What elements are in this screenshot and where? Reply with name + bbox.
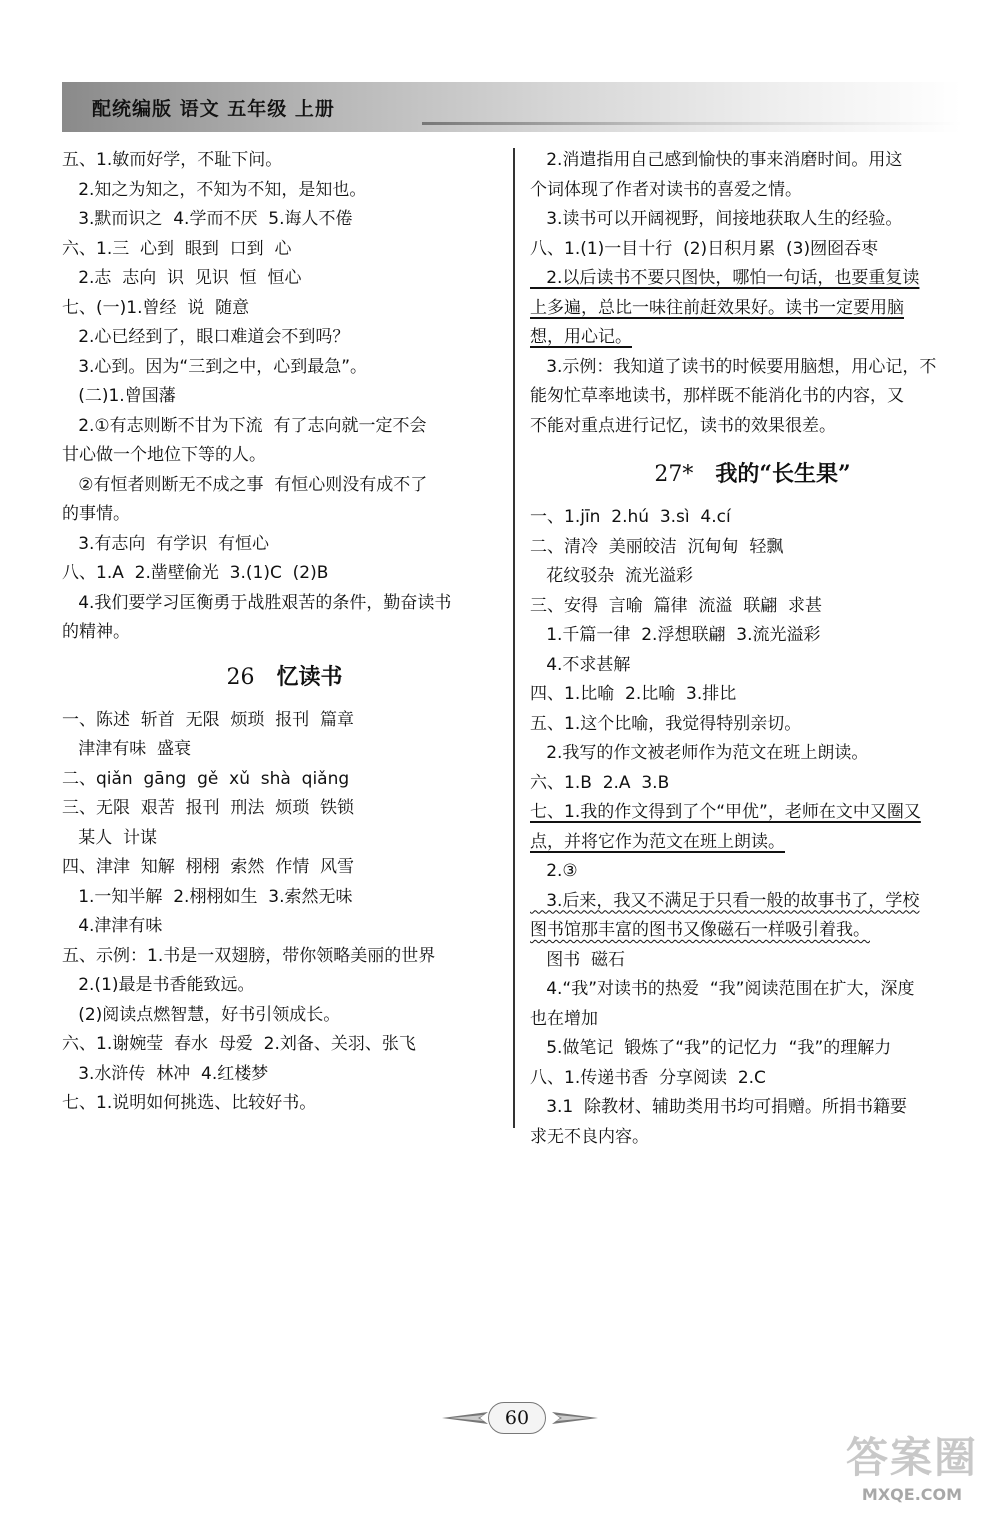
answer-line: 的精神。 [62, 622, 130, 642]
answer-line: (二)1.曾国藩 [62, 386, 176, 406]
answer-line: 2.知之为知之，不知为不知，是知也。 [62, 179, 367, 200]
answer-line: 3.读书可以开阔视野，间接地获取人生的经验。 [530, 209, 903, 229]
answer-line: 八、1.(1)一目十行 (2)日积月累 (3)囫囵吞枣 [530, 238, 879, 259]
answer-line: 六、1.B 2.A 3.B [530, 772, 670, 793]
answer-line: (2)阅读点燃智慧，好书引领成长。 [62, 1004, 341, 1025]
wavy-underlined-answer-line: 3.后来，我又不满足于只看一般的故事书了，学校 [530, 890, 920, 911]
answer-line: 津津有味 盛衰 [62, 739, 192, 759]
answer-line: 的事情。 [62, 504, 130, 524]
answer-line: ②有恒者则断无不成之事 有恒心则没有成不了 [62, 474, 428, 495]
answer-line: 2.(1)最是书香能致远。 [62, 975, 255, 995]
watermark-text: 答案圈 [845, 1433, 978, 1482]
answer-line: 六、1.三 心到 眼到 口到 心 [62, 238, 292, 259]
answer-line: 花纹驳杂 流光溢彩 [530, 566, 694, 586]
page-number-badge [440, 1400, 610, 1436]
answer-line: 不能对重点进行记忆，读书的效果很差。 [530, 415, 836, 436]
answer-line: 4.我们要学习匡衡勇于战胜艰苦的条件，勤奋读书 [62, 592, 452, 613]
lesson-title: 忆读书 [276, 663, 343, 690]
answer-line: 2.我写的作文被老师作为范文在班上朗读。 [530, 743, 869, 763]
lesson-number: 27* [654, 462, 694, 487]
answer-line: 2.志 志向 识 见识 恒 恒心 [62, 268, 302, 288]
answer-line: 一、1.jīn 2.hú 3.sì 4.cí [530, 507, 731, 527]
answer-line: 七、1.说明如何挑选、比较好书。 [62, 1093, 317, 1113]
answer-line: 四、1.比喻 2.比喻 3.排比 [530, 684, 737, 704]
answer-line: 4.津津有味 [62, 916, 163, 936]
answer-line: 求无不良内容。 [530, 1126, 649, 1147]
answer-line: 3.有志向 有学识 有恒心 [62, 533, 270, 554]
answer-line: 图书 磁石 [530, 949, 626, 970]
answer-line: 能匆忙草率地读书，那样既不能消化书的内容，又 [530, 386, 904, 406]
answer-line: 2.心已经到了，眼口难道会不到吗？ [62, 327, 350, 347]
answer-line: 3.水浒传 林冲 4.红楼梦 [62, 1063, 269, 1084]
underlined-answer-line: 上多遍，总比一味往前赶效果好。读书一定要用脑 [530, 297, 904, 318]
right-wing-ornament-icon [548, 1410, 600, 1426]
answer-line: 3.1 除教材、辅助类用书均可捐赠。所捐书籍要 [530, 1097, 908, 1117]
answer-line: 4.“我”对读书的热爱 “我”阅读范围在扩大，深度 [530, 979, 915, 999]
underlined-answer-line: 2.以后读书不要只图快，哪怕一句话，也要重复读 [530, 268, 920, 288]
wavy-underlined-answer-line: 图书馆那丰富的图书又像磁石一样吸引着我。 [530, 920, 870, 940]
answer-line: 3.心到。因为“三到之中，心到最急”。 [62, 356, 368, 377]
answer-line: 五、1.敏而好学，不耻下问。 [62, 150, 283, 170]
answer-line: 个词体现了作者对读书的喜爱之情。 [530, 179, 802, 200]
answer-line: 三、无限 艰苦 报刊 刑法 烦琐 铁锁 [62, 798, 355, 818]
left-wing-ornament-icon [440, 1410, 490, 1426]
answer-line: 2.③ [530, 861, 578, 881]
watermark-url: MXQE.COM [861, 1485, 963, 1504]
underlined-answer-line: 点，并将它作为范文在班上朗读。 [530, 831, 785, 852]
header-rule [422, 122, 962, 125]
lesson-26-title [62, 648, 507, 706]
answer-line: 1.一知半解 2.栩栩如生 3.索然无味 [62, 886, 353, 907]
answer-line: 七、(一)1.曾经 说 随意 [62, 297, 250, 318]
lesson-27-title [530, 445, 975, 503]
answer-line: 2.①有志则断不甘为下流 有了志向就一定不会 [62, 415, 427, 436]
left-column [62, 146, 507, 1119]
answer-line: 八、1.传递书香 分享阅读 2.C [530, 1067, 766, 1088]
answer-line: 某人 计谋 [62, 827, 158, 848]
answer-line: 3.示例：我知道了读书的时候要用脑想，用心记，不 [530, 356, 937, 377]
answer-line: 五、示例：1.书是一双翅膀，带你领略美丽的世界 [62, 945, 436, 966]
answer-line: 二、qiǎn gāng gě xǔ shà qiǎng [62, 768, 350, 789]
answer-line: 3.默而识之 4.学而不厌 5.诲人不倦 [62, 209, 353, 229]
answer-line: 4.不求甚解 [530, 654, 631, 675]
answer-line: 八、1.A 2.凿壁偷光 3.(1)C (2)B [62, 563, 329, 583]
answer-line: 甘心做一个地位下等的人。 [62, 445, 266, 465]
answer-line: 5.做笔记 锻炼了“我”的记忆力 “我”的理解力 [530, 1038, 892, 1058]
underlined-answer-line: 想，用心记。 [530, 327, 632, 347]
answer-line: 四、津津 知解 栩栩 索然 作情 风雪 [62, 857, 355, 877]
answer-line: 也在增加 [530, 1008, 598, 1029]
lesson-number: 26 [226, 664, 255, 690]
page-number: 60 [488, 1402, 546, 1434]
lesson-title: 我的“长生果” [715, 461, 851, 487]
answer-line: 二、清冷 美丽皎洁 沉甸甸 轻飘 [530, 536, 784, 557]
watermark-logo [832, 1432, 992, 1516]
underlined-answer-line: 七、1.我的作文得到了个“甲优”，老师在文中又圈又 [530, 802, 921, 822]
column-divider [513, 148, 515, 1128]
answer-line: 五、1.这个比喻，我觉得特别亲切。 [530, 713, 802, 734]
right-column [530, 146, 975, 1152]
answer-line: 1.千篇一律 2.浮想联翩 3.流光溢彩 [530, 625, 821, 645]
book-header-title: 配统编版 语文 五年级 上册 [92, 98, 335, 120]
answer-line: 三、安得 言喻 篇律 流溢 联翩 求甚 [530, 595, 823, 616]
answer-line: 六、1.谢婉莹 春水 母爱 2.刘备、关羽、张飞 [62, 1034, 416, 1054]
answer-line: 2.消遣指用自己感到愉快的事来消磨时间。用这 [530, 150, 903, 170]
answer-line: 一、陈述 斩首 无限 烦琐 报刊 篇章 [62, 709, 355, 730]
